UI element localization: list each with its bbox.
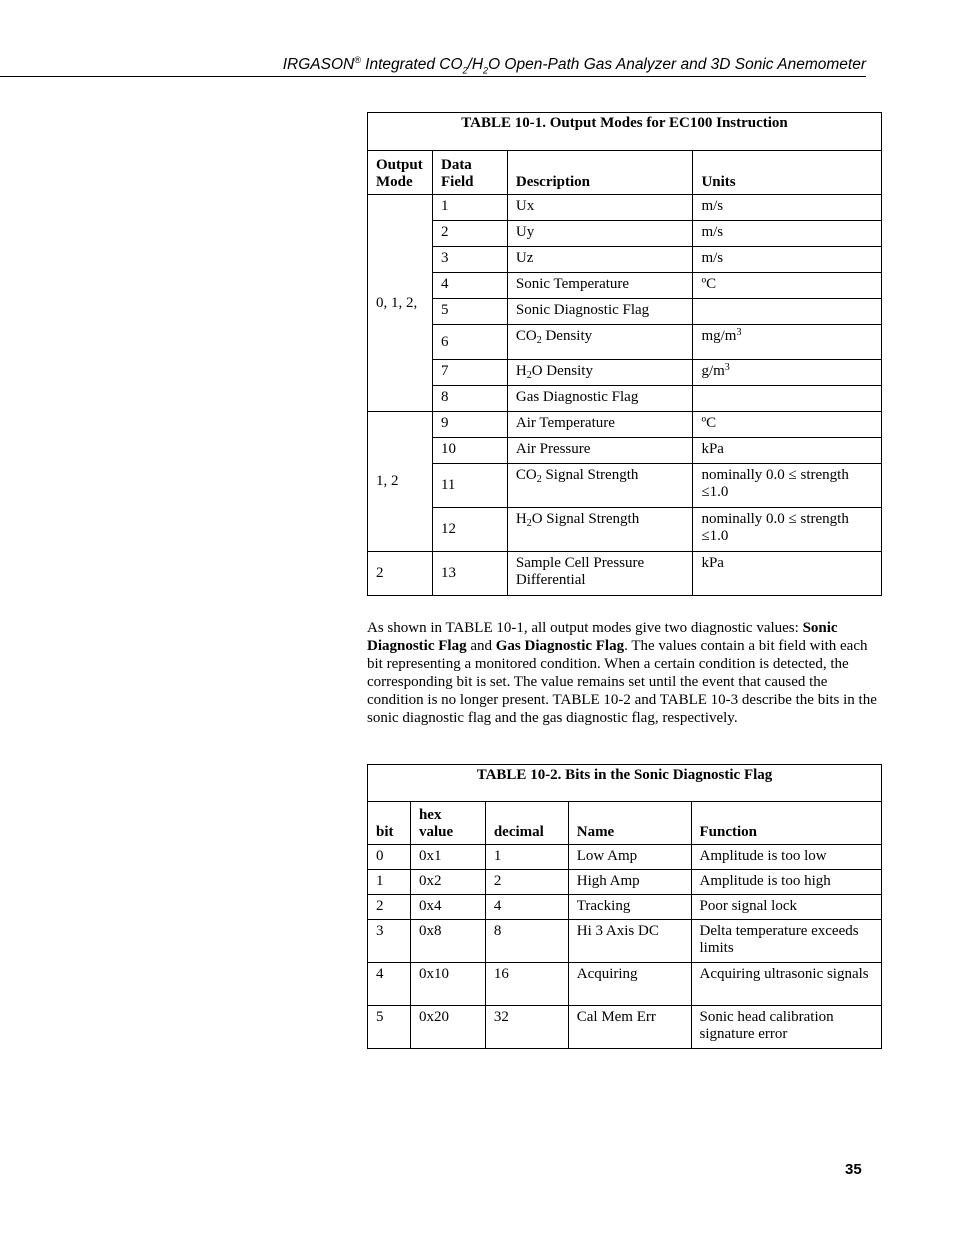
table-row xyxy=(368,360,882,386)
cell-text: O Signal Strength xyxy=(531,511,640,527)
field-cell: 5 xyxy=(432,299,507,325)
table-row xyxy=(368,963,882,1006)
cell-text: O Density xyxy=(531,363,593,379)
units-cell: m/s xyxy=(693,221,882,247)
decimal-cell: 8 xyxy=(485,920,568,963)
function-cell: Amplitude is too low xyxy=(691,845,882,870)
cell-text: Signal Strength xyxy=(541,467,639,483)
description-cell: Sonic Diagnostic Flag xyxy=(507,299,693,325)
description-cell: Sample Cell Pressure Differential xyxy=(507,552,693,596)
table-row xyxy=(368,1006,882,1049)
header-text: value xyxy=(418,824,454,840)
table-caption: TABLE 10-1. Output Modes for EC100 Instruction xyxy=(368,113,882,151)
header-units: Units xyxy=(693,151,882,195)
name-cell: Low Amp xyxy=(568,845,691,870)
field-cell: 9 xyxy=(432,412,507,438)
subscript: 2 xyxy=(536,474,542,485)
cell-text: H xyxy=(515,363,527,379)
cell-text: mg/m xyxy=(701,328,737,344)
table-caption: TABLE 10-2. Bits in the Sonic Diagnostic Flag xyxy=(368,765,882,802)
subscript: 2 xyxy=(536,335,542,346)
bit-cell: 2 xyxy=(368,895,411,920)
header-text: Data xyxy=(440,157,472,173)
decimal-cell: 16 xyxy=(485,963,568,1006)
mode-group-cell: 2 xyxy=(368,552,433,596)
subscript: 2 xyxy=(526,518,532,529)
table-row xyxy=(368,920,882,963)
bit-cell: 1 xyxy=(368,870,411,895)
decimal-cell: 4 xyxy=(485,895,568,920)
paragraph-bold: Gas Diagnostic Flag xyxy=(495,638,625,654)
function-cell: Sonic head calibration signature error xyxy=(691,1006,882,1049)
table-row xyxy=(368,895,882,920)
header-hex-value xyxy=(410,802,485,845)
units-cell xyxy=(693,386,882,412)
body-paragraph xyxy=(367,619,877,727)
hex-cell: 0x2 xyxy=(410,870,485,895)
description-cell: Air Temperature xyxy=(507,412,693,438)
description-cell xyxy=(507,360,693,386)
table-row xyxy=(368,299,882,325)
sonic-diagnostic-flag-table xyxy=(367,764,882,1049)
units-cell: m/s xyxy=(693,195,882,221)
page-number: 35 xyxy=(845,1161,862,1178)
function-cell: Amplitude is too high xyxy=(691,870,882,895)
cell-text: g/m xyxy=(701,363,725,379)
cell-text: CO xyxy=(515,467,537,483)
units-cell xyxy=(693,325,882,360)
header-data-field xyxy=(432,151,507,195)
units-cell: kPa xyxy=(693,552,882,596)
mode-group-cell: 0, 1, 2, xyxy=(368,195,433,412)
table-row xyxy=(368,221,882,247)
description-cell xyxy=(507,508,693,552)
registered-mark: ® xyxy=(354,55,361,65)
units-cell: nominally 0.0 ≤ strength ≤1.0 xyxy=(693,508,882,552)
function-cell: Poor signal lock xyxy=(691,895,882,920)
table-row xyxy=(368,412,882,438)
header-function: Function xyxy=(691,802,882,845)
units-cell xyxy=(693,360,882,386)
description-cell: Ux xyxy=(507,195,693,221)
field-cell: 6 xyxy=(432,325,507,360)
units-cell xyxy=(693,299,882,325)
subscript: 2 xyxy=(526,370,532,381)
name-cell: Cal Mem Err xyxy=(568,1006,691,1049)
hex-cell: 0x1 xyxy=(410,845,485,870)
function-cell: Delta temperature exceeds limits xyxy=(691,920,882,963)
header-text: Field xyxy=(440,174,474,190)
description-cell xyxy=(507,325,693,360)
hex-cell: 0x10 xyxy=(410,963,485,1006)
header-title-part: O Open-Path Gas Analyzer and 3D Sonic Anemometer xyxy=(488,56,866,74)
bit-cell: 0 xyxy=(368,845,411,870)
hex-cell: 0x20 xyxy=(410,1006,485,1049)
header-title-part: Integrated CO xyxy=(360,56,463,74)
description-cell: Gas Diagnostic Flag xyxy=(507,386,693,412)
header-decimal: decimal xyxy=(485,802,568,845)
field-cell: 12 xyxy=(432,508,507,552)
field-cell: 8 xyxy=(432,386,507,412)
decimal-cell: 2 xyxy=(485,870,568,895)
table-row xyxy=(368,870,882,895)
table-row xyxy=(368,386,882,412)
table-row xyxy=(368,552,882,596)
description-cell: Uz xyxy=(507,247,693,273)
header-name: Name xyxy=(568,802,691,845)
field-cell: 2 xyxy=(432,221,507,247)
table-row xyxy=(368,508,882,552)
field-cell: 7 xyxy=(432,360,507,386)
header-text: Mode xyxy=(376,174,413,190)
output-modes-table xyxy=(367,112,882,596)
field-cell: 1 xyxy=(432,195,507,221)
running-header xyxy=(0,52,866,77)
header-brand: IRGASON xyxy=(282,56,355,74)
paragraph-text: and xyxy=(466,638,496,654)
header-subscript: 2 xyxy=(462,65,468,76)
units-cell: kPa xyxy=(693,438,882,464)
cell-text: Density xyxy=(541,328,593,344)
field-cell: 13 xyxy=(432,552,507,596)
table-row xyxy=(368,464,882,508)
units-cell: m/s xyxy=(693,247,882,273)
description-cell: Uy xyxy=(507,221,693,247)
units-cell: nominally 0.0 ≤ strength ≤1.0 xyxy=(693,464,882,508)
name-cell: High Amp xyxy=(568,870,691,895)
table-row xyxy=(368,195,882,221)
header-text: Output xyxy=(376,157,423,173)
bit-cell: 4 xyxy=(368,963,411,1006)
field-cell: 4 xyxy=(432,273,507,299)
mode-group-cell: 1, 2 xyxy=(368,412,433,552)
units-cell: ºC xyxy=(693,273,882,299)
hex-cell: 0x4 xyxy=(410,895,485,920)
name-cell: Tracking xyxy=(568,895,691,920)
decimal-cell: 32 xyxy=(485,1006,568,1049)
table-row xyxy=(368,325,882,360)
paragraph-bold: Sonic Diagnostic Flag xyxy=(367,620,838,654)
table-row xyxy=(368,247,882,273)
function-cell: Acquiring ultrasonic signals xyxy=(691,963,882,1006)
field-cell: 10 xyxy=(432,438,507,464)
bit-cell: 3 xyxy=(368,920,411,963)
cell-text: H xyxy=(515,511,527,527)
header-output-mode xyxy=(368,151,433,195)
name-cell: Hi 3 Axis DC xyxy=(568,920,691,963)
paragraph-text: . The values contain a bit field with each bit representing a monitored condition. When a certain condition is detected, the corresponding bit is set. The value remains set until the event that caused the condition is no longer present. TABLE 10-2 and TABLE 10-3 describe the bits in the sonic diagnostic flag and the gas diagnostic flag, respectively. xyxy=(367,638,877,726)
units-cell: ºC xyxy=(693,412,882,438)
name-cell: Acquiring xyxy=(568,963,691,1006)
table-row xyxy=(368,438,882,464)
header-text: hex xyxy=(418,807,442,823)
superscript: 3 xyxy=(724,362,730,373)
hex-cell: 0x8 xyxy=(410,920,485,963)
cell-text: CO xyxy=(515,328,537,344)
description-cell: Air Pressure xyxy=(507,438,693,464)
field-cell: 3 xyxy=(432,247,507,273)
description-cell: Sonic Temperature xyxy=(507,273,693,299)
superscript: 3 xyxy=(736,327,742,338)
field-cell: 11 xyxy=(432,464,507,508)
header-title-part: /H xyxy=(467,56,484,74)
decimal-cell: 1 xyxy=(485,845,568,870)
table-row xyxy=(368,273,882,299)
header-subscript: 2 xyxy=(483,65,489,76)
running-header-text xyxy=(283,55,866,75)
header-bit: bit xyxy=(368,802,411,845)
description-cell xyxy=(507,464,693,508)
bit-cell: 5 xyxy=(368,1006,411,1049)
paragraph-text: As shown in TABLE 10-1, all output modes give two diagnostic values: xyxy=(367,620,803,636)
table-row xyxy=(368,845,882,870)
header-description: Description xyxy=(507,151,693,195)
